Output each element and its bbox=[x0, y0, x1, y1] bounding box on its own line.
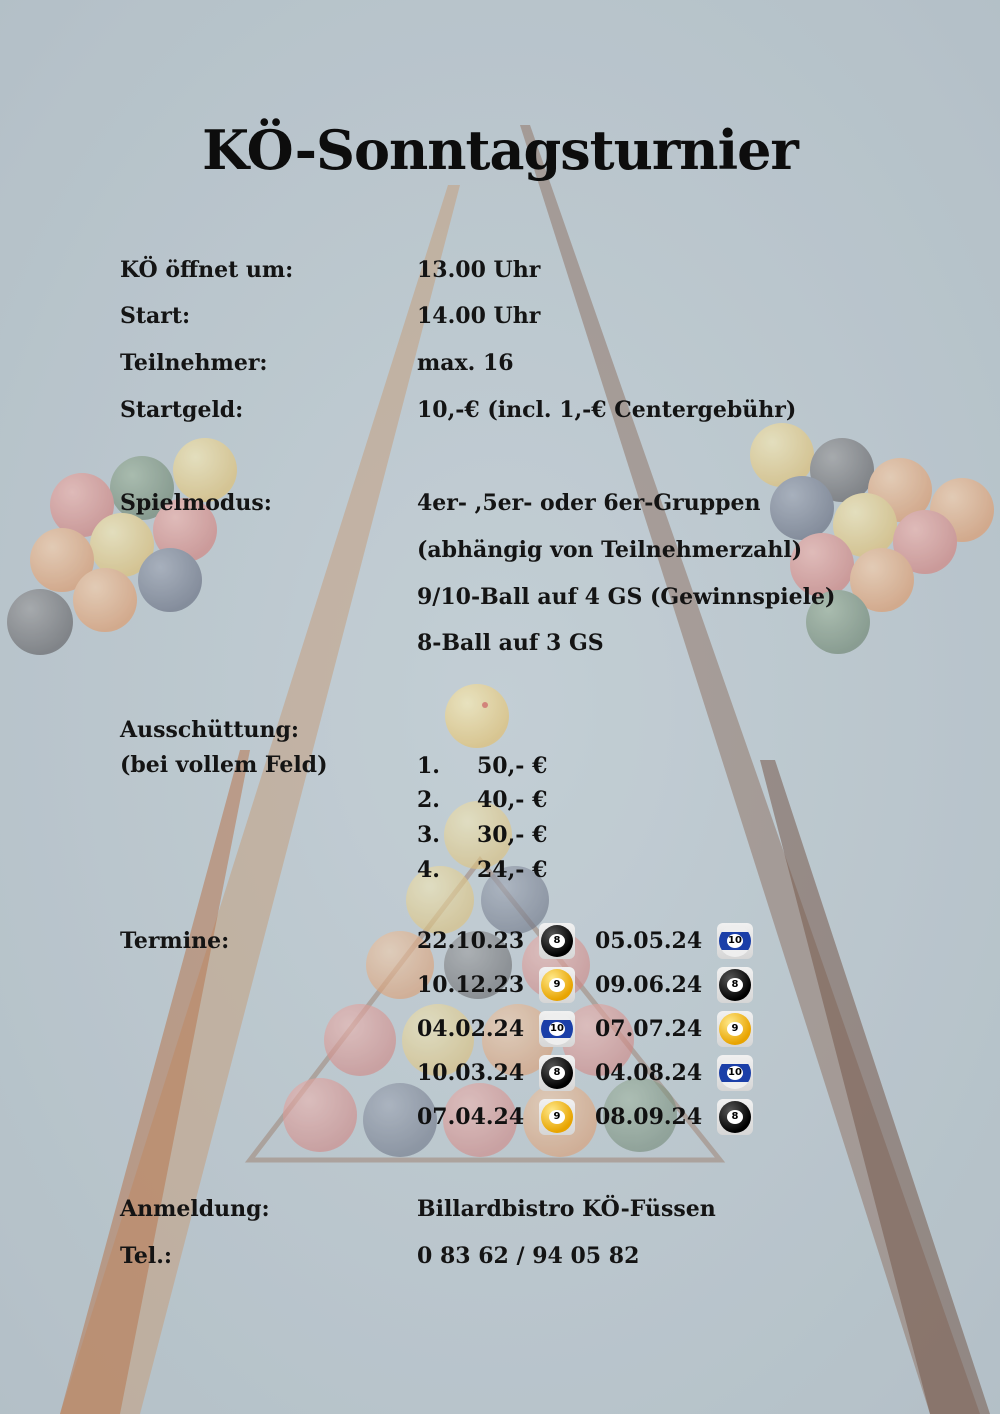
10-ball-icon: 10 bbox=[539, 1011, 575, 1047]
payout-amount: 24,- € bbox=[477, 857, 548, 883]
game-mode-line: (abhängig von Teilnehmerzahl) bbox=[417, 537, 803, 563]
label-opening: KÖ öffnet um: bbox=[120, 257, 294, 283]
date-entry bbox=[595, 963, 753, 1007]
payout-amount: 30,- € bbox=[477, 822, 548, 848]
date-entry bbox=[417, 1095, 575, 1139]
date-entry bbox=[417, 1051, 575, 1095]
date-entry bbox=[595, 1095, 753, 1139]
value-participants: max. 16 bbox=[417, 350, 514, 376]
date-entry bbox=[595, 919, 753, 963]
value-start: 14.00 Uhr bbox=[417, 303, 541, 329]
game-mode-line: 9/10-Ball auf 4 GS (Gewinnspiele) bbox=[417, 584, 836, 610]
date-entry bbox=[417, 963, 575, 1007]
payout-amount: 50,- € bbox=[477, 753, 548, 779]
payout-amount: 40,- € bbox=[477, 787, 548, 813]
game-mode-line: 4er- ,5er- oder 6er-Gruppen bbox=[417, 490, 761, 516]
label-dates: Termine: bbox=[120, 928, 230, 954]
game-mode-line: 8-Ball auf 3 GS bbox=[417, 630, 604, 656]
9-ball-icon: 9 bbox=[539, 1099, 575, 1135]
value-opening: 13.00 Uhr bbox=[417, 257, 541, 283]
payout-place: 1. bbox=[417, 753, 440, 779]
date-entry bbox=[595, 1007, 753, 1051]
value-registration: Billardbistro KÖ-Füssen bbox=[417, 1196, 716, 1222]
date-text: 08.09.24 bbox=[595, 1104, 703, 1130]
label-payout-note: (bei vollem Feld) bbox=[120, 752, 328, 778]
payout-place: 2. bbox=[417, 787, 440, 813]
value-entry-fee: 10,-€ (incl. 1,-€ Centergebühr) bbox=[417, 397, 797, 423]
date-text: 07.07.24 bbox=[595, 1016, 703, 1042]
9-ball-icon: 9 bbox=[717, 1011, 753, 1047]
8-ball-icon: 8 bbox=[539, 1055, 575, 1091]
label-entry-fee: Startgeld: bbox=[120, 397, 244, 423]
date-text: 10.12.23 bbox=[417, 972, 525, 998]
value-phone[interactable]: 0 83 62 / 94 05 82 bbox=[417, 1243, 640, 1269]
10-ball-icon: 10 bbox=[717, 923, 753, 959]
label-game-mode: Spielmodus: bbox=[120, 490, 272, 516]
label-participants: Teilnehmer: bbox=[120, 350, 268, 376]
date-entry bbox=[417, 1007, 575, 1051]
date-text: 04.08.24 bbox=[595, 1060, 703, 1086]
8-ball-icon: 8 bbox=[717, 1099, 753, 1135]
payout-place: 3. bbox=[417, 822, 440, 848]
8-ball-icon: 8 bbox=[539, 923, 575, 959]
label-registration: Anmeldung: bbox=[120, 1196, 270, 1222]
10-ball-icon: 10 bbox=[717, 1055, 753, 1091]
8-ball-icon: 8 bbox=[717, 967, 753, 1003]
date-text: 09.06.24 bbox=[595, 972, 703, 998]
label-phone: Tel.: bbox=[120, 1243, 172, 1269]
label-payout: Ausschüttung: bbox=[120, 717, 300, 743]
date-text: 05.05.24 bbox=[595, 928, 703, 954]
date-text: 07.04.24 bbox=[417, 1104, 525, 1130]
date-text: 22.10.23 bbox=[417, 928, 525, 954]
page-title: KÖ-Sonntagsturnier bbox=[202, 118, 798, 182]
9-ball-icon: 9 bbox=[539, 967, 575, 1003]
date-entry bbox=[595, 1051, 753, 1095]
label-start: Start: bbox=[120, 303, 191, 329]
date-entry bbox=[417, 919, 575, 963]
date-text: 04.02.24 bbox=[417, 1016, 525, 1042]
payout-place: 4. bbox=[417, 857, 440, 883]
date-text: 10.03.24 bbox=[417, 1060, 525, 1086]
